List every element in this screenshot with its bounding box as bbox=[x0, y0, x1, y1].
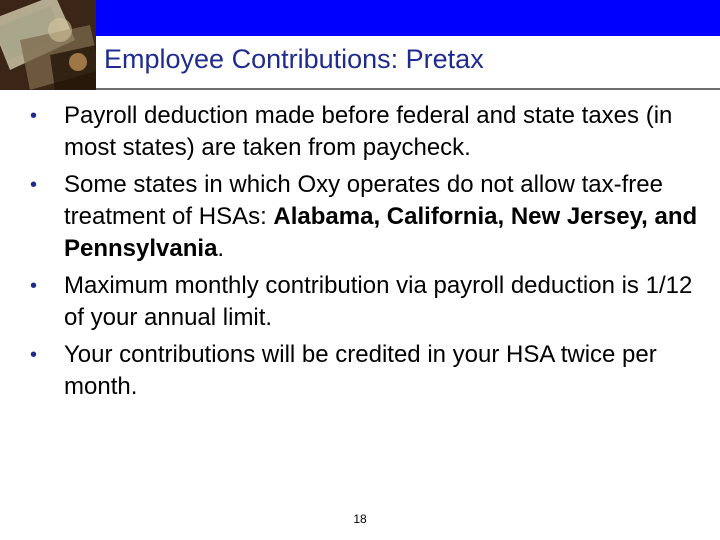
bullet-item bbox=[30, 270, 710, 334]
bullet-marker: • bbox=[30, 174, 38, 196]
bullet-item bbox=[30, 100, 710, 164]
header-bar bbox=[96, 0, 720, 36]
bullet-text: Payroll deduction made before federal and state taxes (in most states) are taken from paycheck. bbox=[64, 102, 673, 161]
bullet-marker: • bbox=[30, 275, 38, 297]
bullet-item bbox=[30, 169, 710, 265]
bullet-bold-text: Alabama, California, New Jersey, and Pennsylvania bbox=[64, 203, 698, 262]
bullet-text: Your contributions will be credited in your HSA twice per month. bbox=[64, 341, 657, 400]
title-divider bbox=[96, 88, 720, 90]
bullet-item bbox=[30, 339, 710, 403]
bullet-marker: • bbox=[30, 344, 38, 366]
bullet-list bbox=[30, 100, 710, 408]
page-number: 18 bbox=[353, 512, 367, 526]
money-photo bbox=[0, 0, 96, 90]
slide-title: Employee Contributions: Pretax bbox=[104, 44, 484, 74]
bullet-marker: • bbox=[30, 105, 38, 127]
bullet-text: Maximum monthly contribution via payroll deduction is 1/12 of your annual limit. bbox=[64, 272, 693, 331]
money-photo-graphic bbox=[0, 0, 96, 90]
bullet-text-end: . bbox=[217, 235, 225, 262]
bullet-text: Some states in which Oxy operates do not allow tax-free treatment of HSAs: bbox=[64, 171, 663, 230]
